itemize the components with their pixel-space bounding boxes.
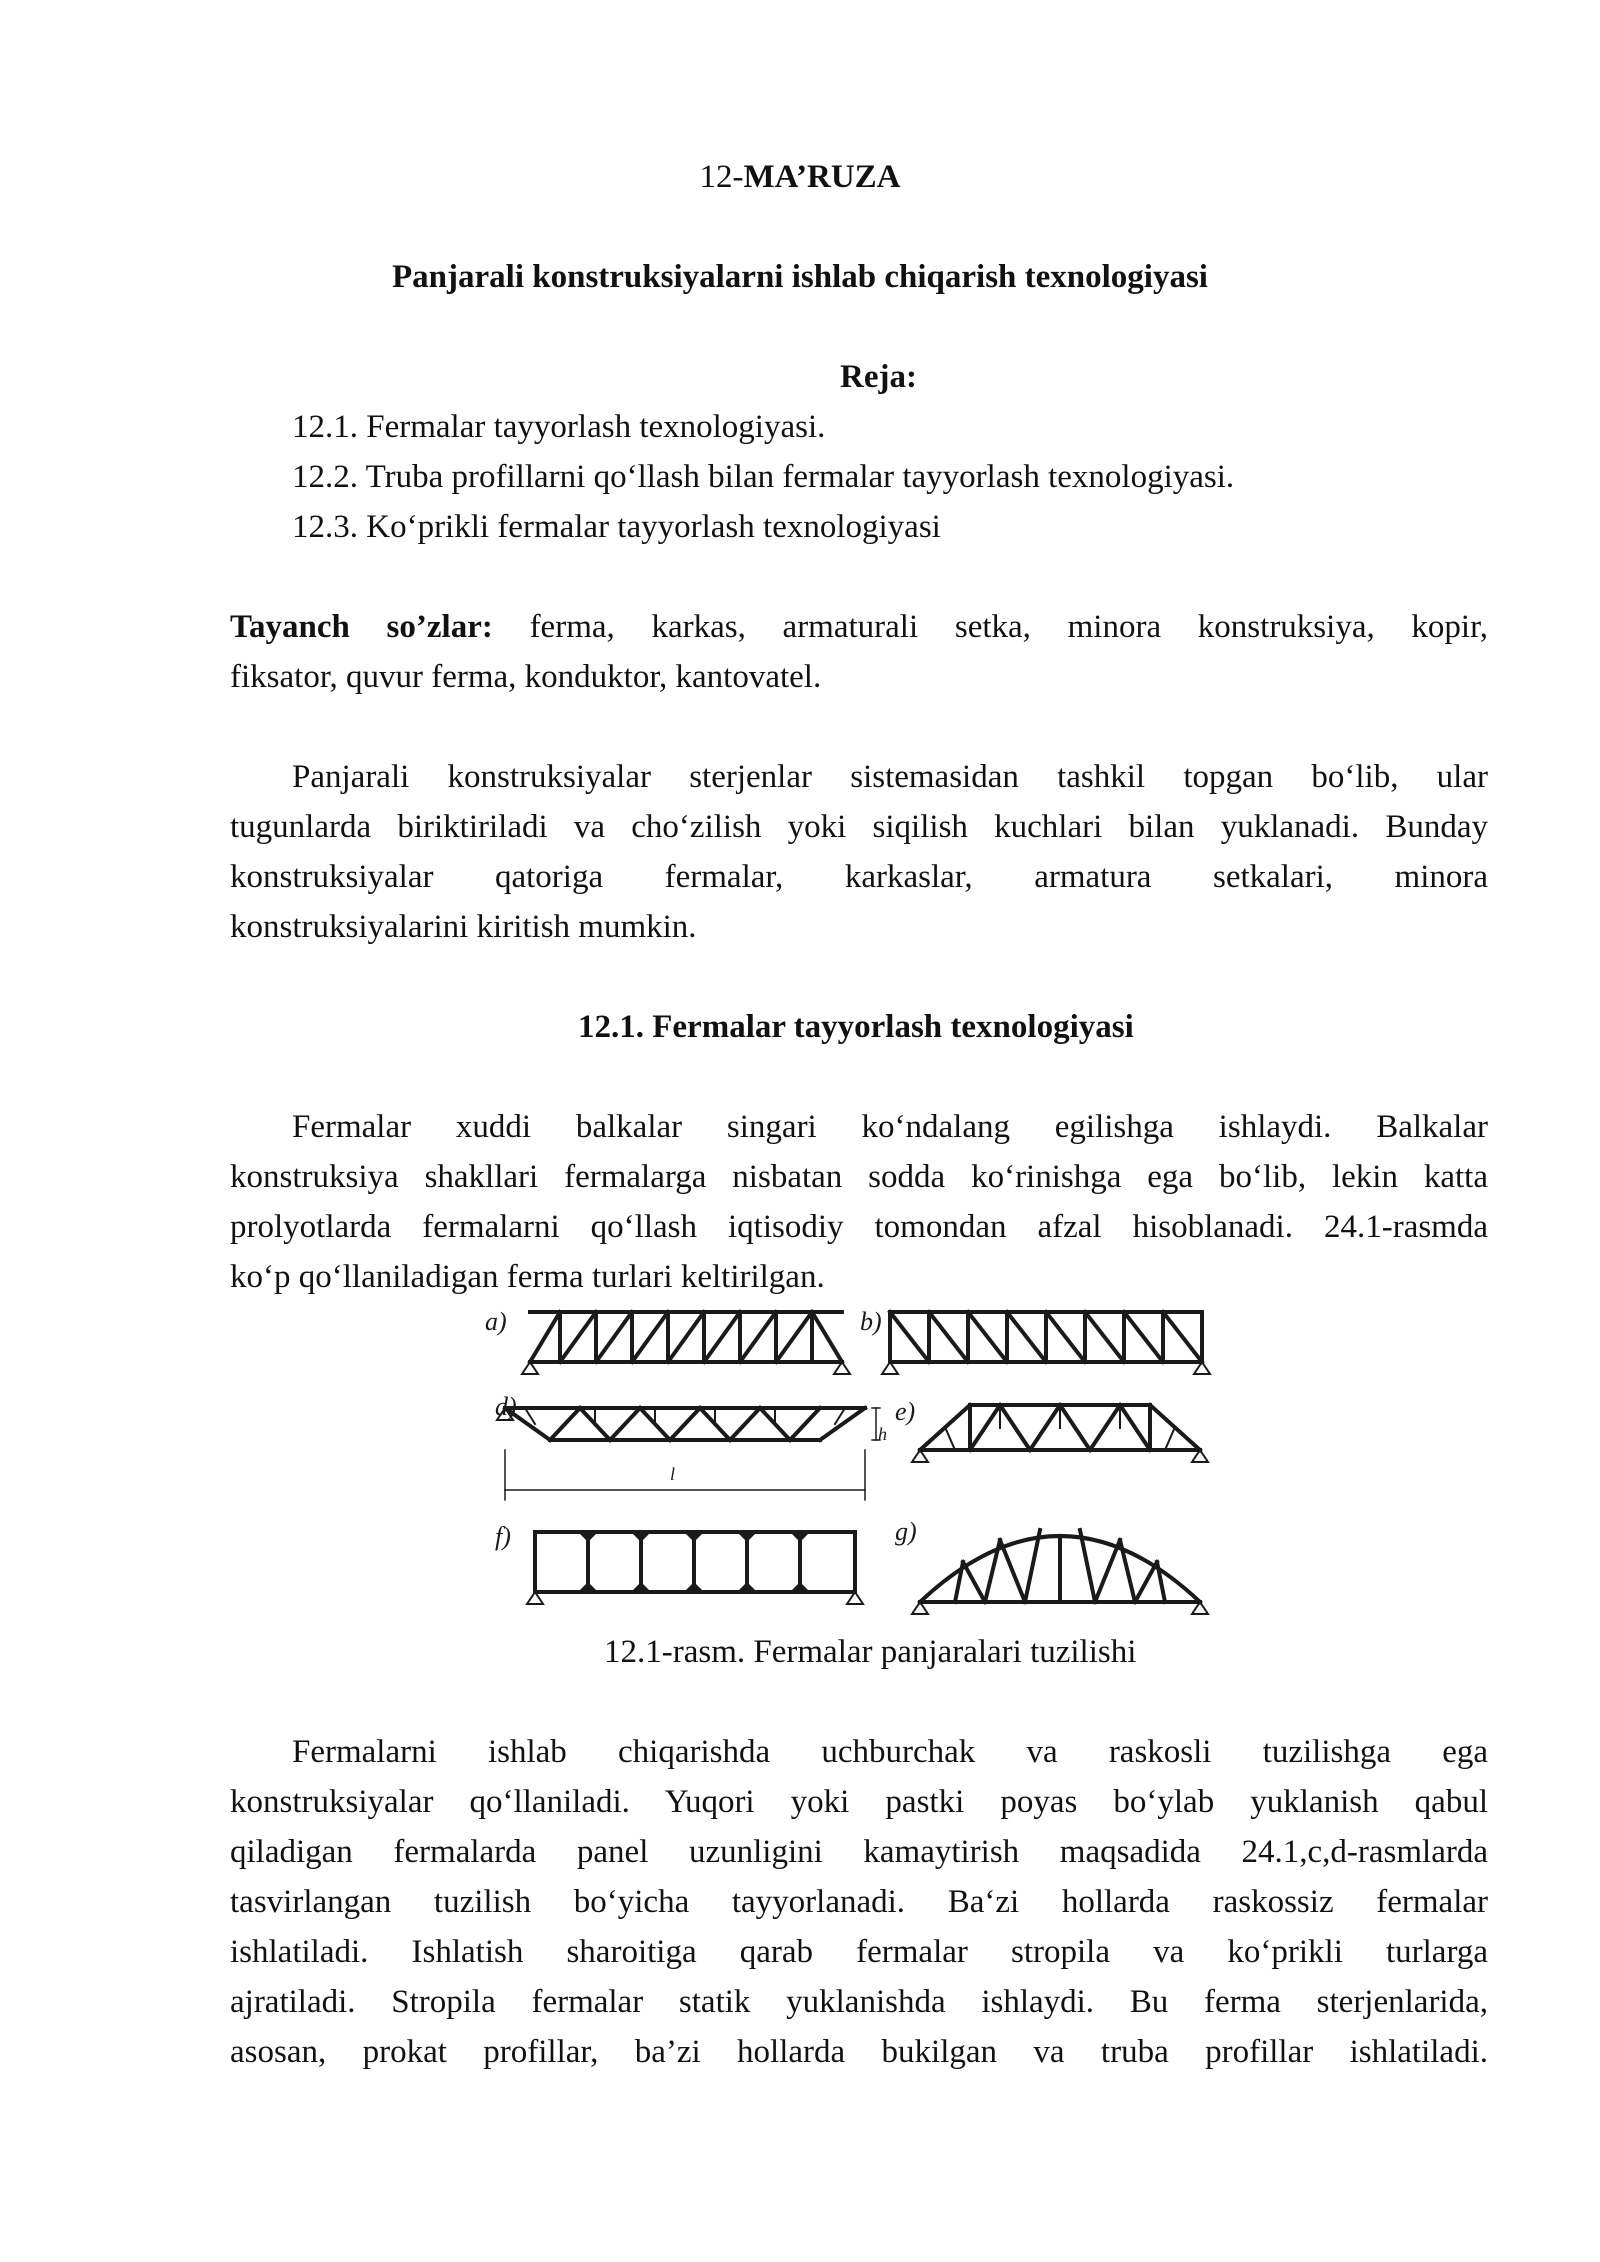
- truss-g: [912, 1530, 1208, 1614]
- paragraph-line: asosan, prokat profillar, ba’zi hollarda bukilgan va truba profillar ishlatiladi.: [230, 2034, 1488, 2070]
- truss-e: [912, 1405, 1208, 1462]
- paragraph-line: Panjarali konstruksiyalar sterjenlar sistemasidan tashkil topgan bo‘lib, ular: [292, 759, 1488, 795]
- paragraph-line: tugunlarda biriktiriladi va cho‘zilish yoki siqilish kuchlari bilan yuklanadi. Bunday: [230, 809, 1488, 845]
- paragraph-line: ko‘p qo‘llaniladigan ferma turlari keltirilgan.: [230, 1259, 825, 1295]
- plan-heading: Reja:: [840, 359, 917, 395]
- figure-label-a: a): [485, 1307, 507, 1336]
- dimension-length-label: l: [670, 1464, 676, 1484]
- paragraph-line: ishlatiladi. Ishlatish sharoitiga qarab fermalar stropila va ko‘prikli turlarga: [230, 1934, 1488, 1970]
- paragraph-line: konstruksiya shakllari fermalarga nisbatan sodda ko‘rinishga ega bo‘lib, lekin katta: [230, 1159, 1488, 1195]
- lecture-number: 12-: [699, 159, 744, 195]
- truss-b: [882, 1312, 1210, 1374]
- lecture-title-text: MA’RUZA: [743, 159, 901, 195]
- keywords-label: Tayanch so’zlar:: [230, 609, 493, 645]
- intro-paragraph: [230, 752, 1488, 952]
- keywords-list: ferma, karkas, armaturali setka, minora konstruksiya, kopir,: [529, 609, 1489, 645]
- paragraph-line: konstruksiyalar qo‘llaniladi. Yuqori yoki pastki poyas bo‘ylab yuklanish qabul: [230, 1784, 1488, 1820]
- keywords-line: [230, 602, 1488, 652]
- paragraph-line: konstruksiyalarini kiritish mumkin.: [230, 909, 697, 945]
- plan-item: 12.3. Ko‘prikli fermalar tayyorlash texnologiyasi: [292, 509, 941, 545]
- lecture-subtitle: Panjarali konstruksiyalarni ishlab chiqarish texnologiyasi: [392, 259, 1208, 295]
- paragraph-line: qiladigan fermalarda panel uzunligini kamaytirish maqsadida 24.1,c,d-rasmlarda: [230, 1834, 1488, 1870]
- figure-label-f: f): [495, 1522, 511, 1551]
- figure-label-g: g): [895, 1517, 917, 1546]
- figure-label-b: b): [860, 1307, 882, 1336]
- paragraph-line: ajratiladi. Stropila fermalar statik yuklanishda ishlaydi. Bu ferma sterjenlarida,: [230, 1984, 1488, 2020]
- keywords-block: [230, 602, 1488, 702]
- keywords-line: fiksator, quvur ferma, konduktor, kantovatel.: [230, 659, 822, 695]
- figure-caption: 12.1-rasm. Fermalar panjaralari tuzilishi: [604, 1634, 1137, 1670]
- closing-paragraph: [230, 1727, 1488, 2077]
- truss-types-figure: [480, 1300, 1240, 1630]
- truss-a: [522, 1312, 850, 1374]
- figure-label-d: d): [495, 1392, 517, 1421]
- section-paragraph: [230, 1102, 1488, 1302]
- paragraph-line: konstruksiyalar qatoriga fermalar, karkaslar, armatura setkalari, minora: [230, 859, 1488, 895]
- paragraph-line: Fermalarni ishlab chiqarishda uchburchak va raskosli tuzilishga ega: [292, 1734, 1488, 1770]
- section-heading: 12.1. Fermalar tayyorlash texnologiyasi: [578, 1009, 1134, 1045]
- paragraph-line: tasvirlangan tuzilish bo‘yicha tayyorlanadi. Ba‘zi hollarda raskossiz fermalar: [230, 1884, 1488, 1920]
- truss-d: [497, 1408, 880, 1500]
- truss-f: [527, 1532, 863, 1604]
- plan-item: 12.2. Truba profillarni qo‘llash bilan fermalar tayyorlash texnologiyasi.: [292, 459, 1235, 495]
- paragraph-line: Fermalar xuddi balkalar singari ko‘ndalang egilishga ishlaydi. Balkalar: [292, 1109, 1488, 1145]
- paragraph-line: prolyotlarda fermalarni qo‘llash iqtisodiy tomondan afzal hisoblanadi. 24.1-rasmda: [230, 1209, 1488, 1245]
- lecture-title: [0, 152, 1600, 202]
- figure-label-e: e): [895, 1397, 916, 1426]
- dimension-height-label: h: [878, 1424, 887, 1444]
- plan-item: 12.1. Fermalar tayyorlash texnologiyasi.: [292, 409, 826, 445]
